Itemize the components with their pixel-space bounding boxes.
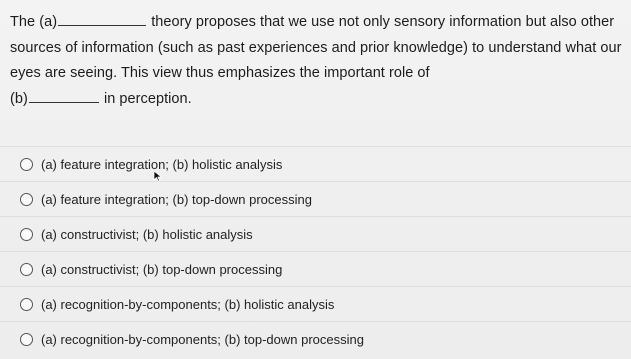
- option-1[interactable]: [0, 146, 631, 181]
- radio-icon[interactable]: [20, 158, 33, 171]
- option-label: (a) recognition-by-components; (b) holistic analysis: [41, 296, 335, 312]
- blank-b: [29, 89, 99, 103]
- option-label: (a) constructivist; (b) top-down processing: [41, 261, 283, 277]
- question-suffix: in perception.: [103, 90, 192, 107]
- option-6[interactable]: [0, 321, 631, 356]
- option-4[interactable]: [0, 251, 631, 286]
- radio-icon[interactable]: [20, 228, 33, 241]
- blank-a: [58, 12, 146, 26]
- option-label: (a) recognition-by-components; (b) top-down processing: [41, 331, 364, 347]
- option-3[interactable]: [0, 216, 631, 251]
- question-body: theory proposes that we use not only sensory information but also other sources of information (such as past experiences and prior knowledge) to understand what our eyes are seeing. This view thus emphasizes the important role of: [10, 14, 622, 81]
- radio-icon[interactable]: [20, 263, 33, 276]
- radio-icon[interactable]: [20, 298, 33, 311]
- option-label: (a) feature integration; (b) holistic analysis: [41, 156, 283, 172]
- radio-icon[interactable]: [20, 333, 33, 346]
- question-part-a-prefix: The (a): [10, 14, 58, 30]
- question-part-b-prefix: (b): [10, 90, 28, 107]
- question-text: [10, 10, 625, 112]
- answer-options: [0, 146, 631, 356]
- radio-icon[interactable]: [20, 193, 33, 206]
- option-label: (a) feature integration; (b) top-down processing: [41, 191, 312, 207]
- option-label: (a) constructivist; (b) holistic analysis: [41, 226, 253, 242]
- option-5[interactable]: [0, 286, 631, 321]
- option-2[interactable]: [0, 181, 631, 216]
